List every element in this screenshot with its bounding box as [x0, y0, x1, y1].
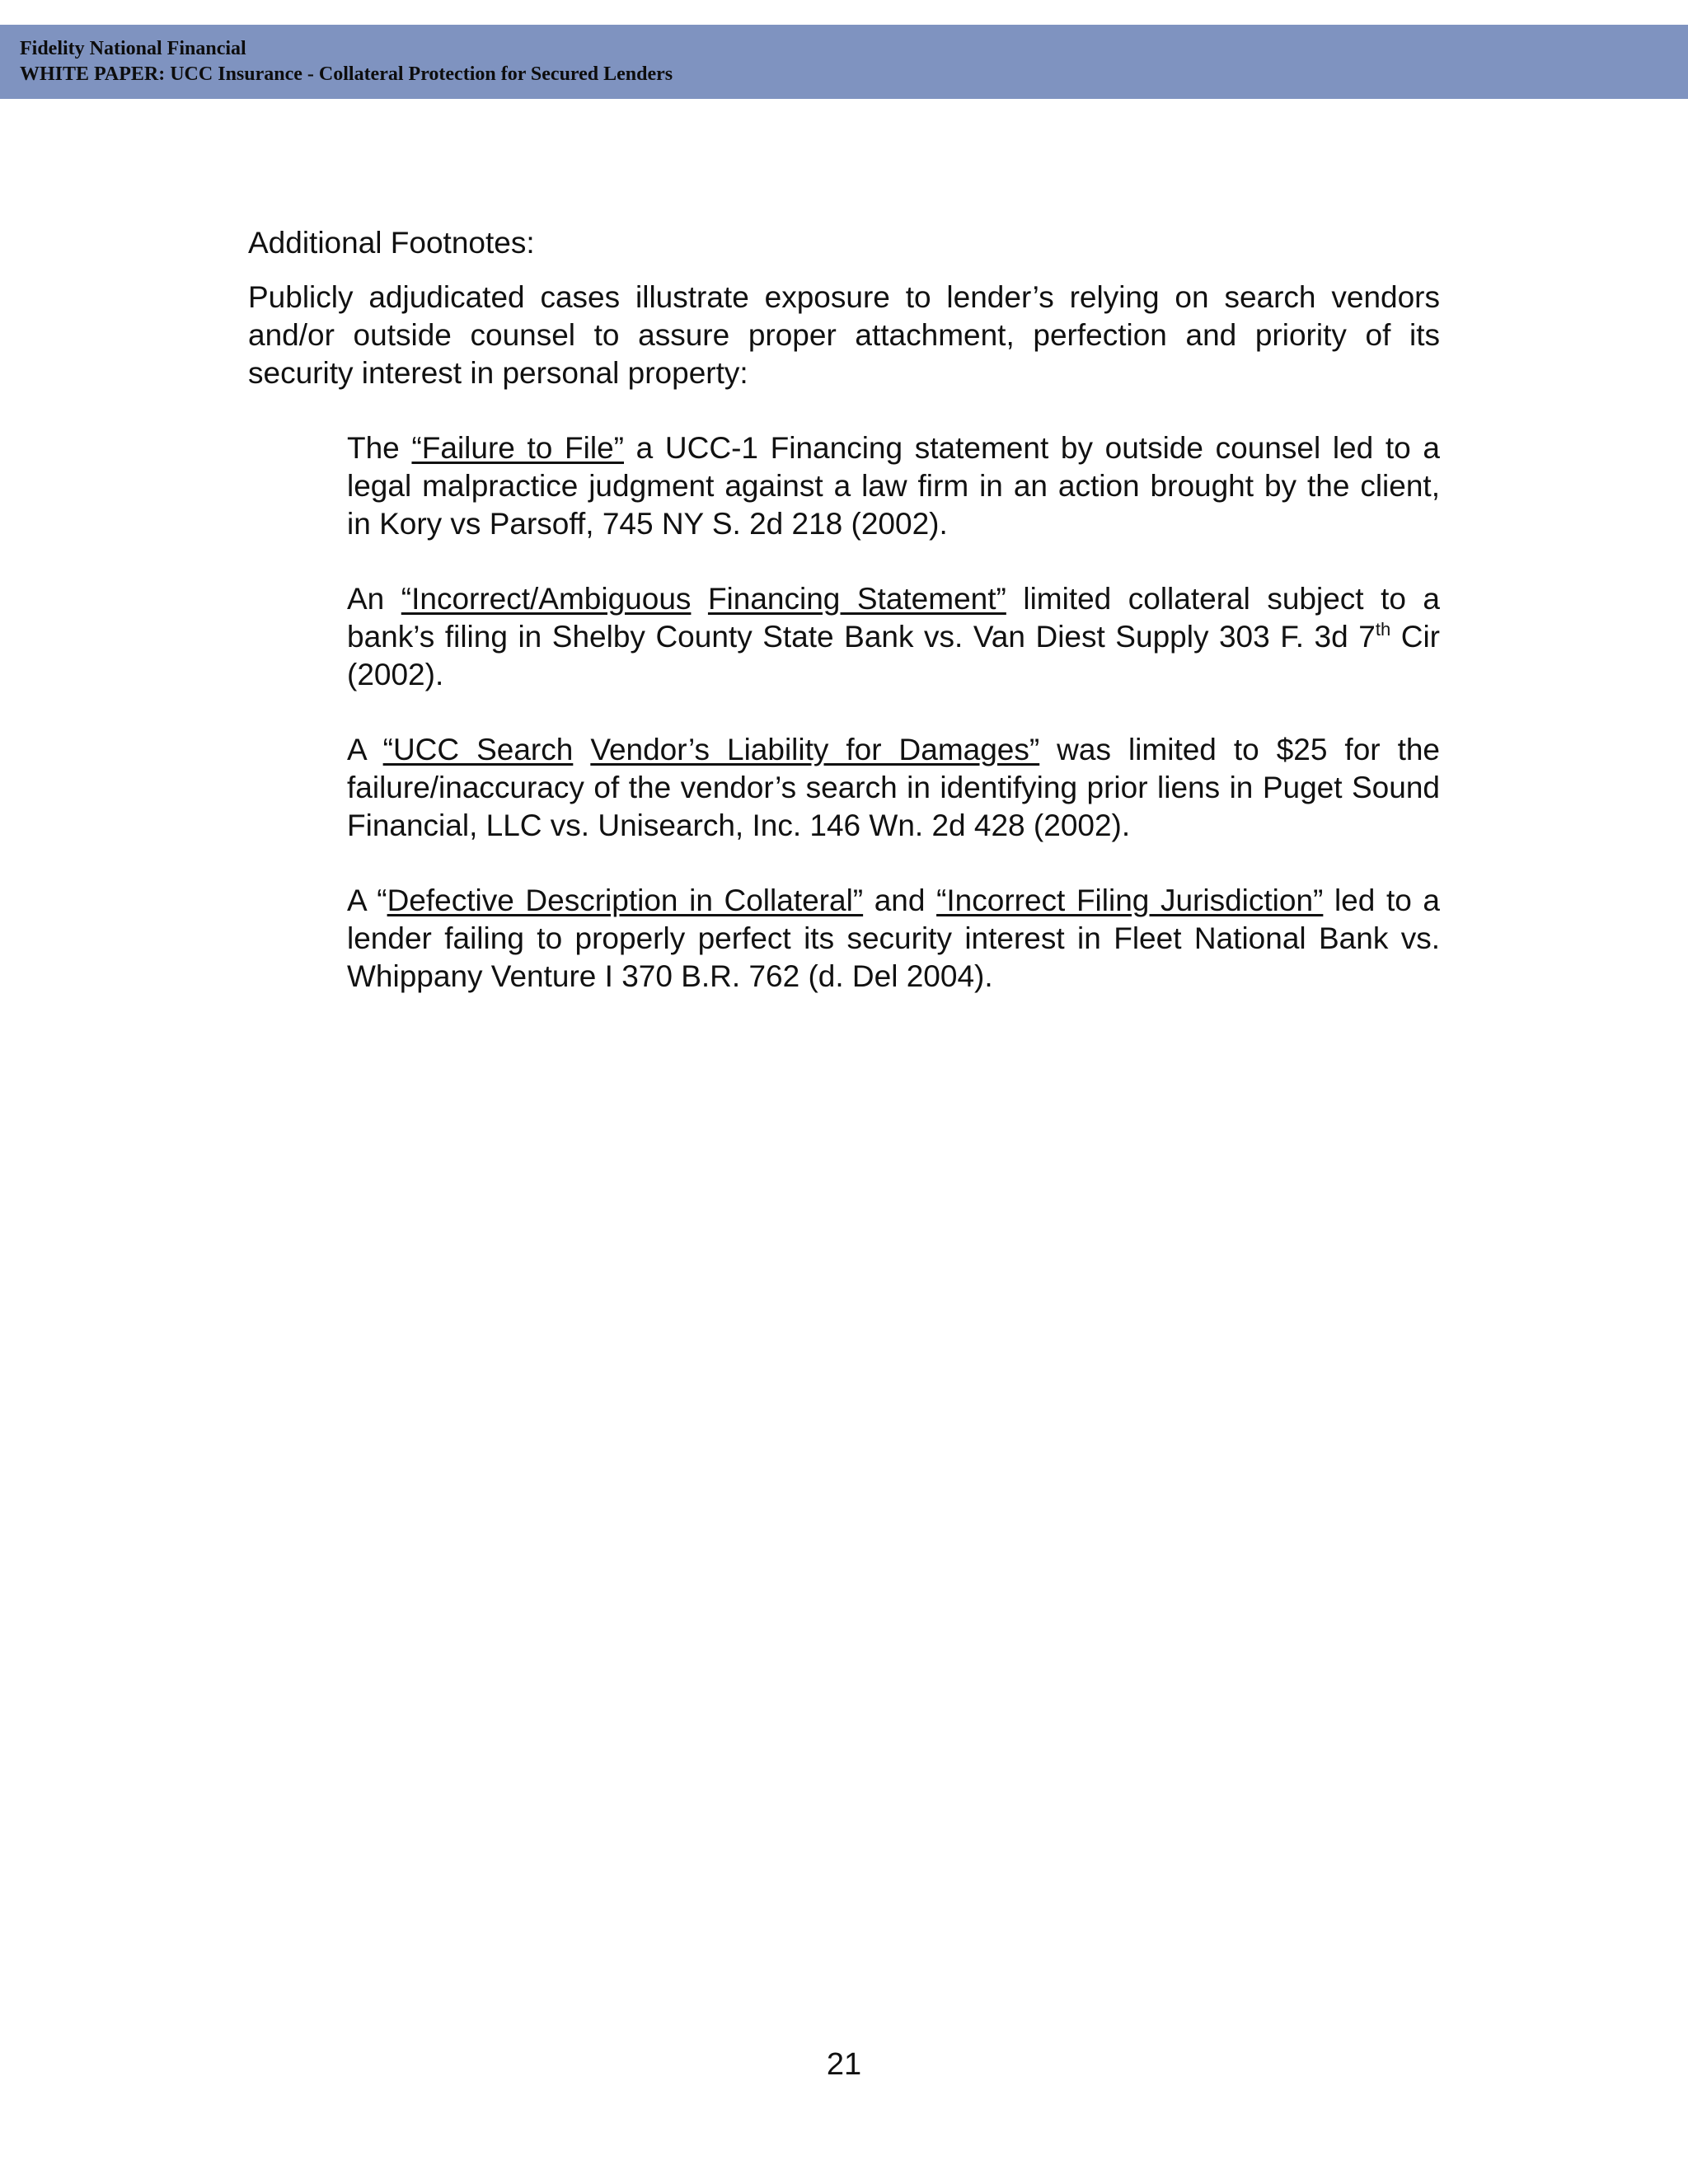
case-item-failure-to-file: [347, 429, 1440, 543]
case-term: “UCC Search: [382, 733, 574, 766]
case-term: Vendor’s Liability for Damages”: [590, 733, 1040, 766]
case-term: Defective Description in Collateral”: [387, 883, 864, 917]
case-item-defective-description: [347, 882, 1440, 996]
case-term: “Failure to File”: [411, 431, 624, 465]
ordinal-suffix: th: [1375, 619, 1391, 640]
case-text: limited collateral subject to a bank’s filing in Shelby County State Bank vs. Van Diest Supply 303 F. 3d 7: [347, 582, 1441, 654]
case-item-incorrect-financing-statement: [347, 580, 1440, 694]
header-company: Fidelity National Financial: [20, 38, 246, 59]
case-text: led to a lender failing to properly perfect its security interest in Fleet National Bank vs. Whippany Venture I 370 B.R. 762 (d. Del 2004).: [347, 883, 1440, 993]
case-list: [347, 429, 1440, 996]
document-header: [0, 25, 1688, 99]
footnotes-title: Additional Footnotes:: [248, 226, 535, 260]
intro-paragraph: Publicly adjudicated cases illustrate exposure to lender’s relying on search vendors and/or outside counsel to assure proper attachment, perfection and priority of its security interest in personal property:: [248, 280, 1440, 390]
page-body: [248, 224, 1440, 1033]
case-text: and: [863, 883, 937, 917]
case-text: was limited to $25 for the failure/inaccuracy of the vendor’s search in identifying prior liens in Puget Sound Financial, LLC vs. Unisearch, Inc. 146 Wn. 2d 428 (2002).: [347, 733, 1441, 842]
case-text: Cir (2002).: [347, 620, 1441, 691]
case-term: Financing Statement”: [707, 582, 1006, 616]
case-text: a UCC-1 Financing statement by outside counsel led to a legal malpractice judgment against a law firm in an action brought by the client, in Kory vs Parsoff, 745 NY S. 2d 218 (2002).: [347, 431, 1440, 541]
page-number: 21: [826, 2047, 862, 2082]
case-item-ucc-search-vendor: [347, 731, 1440, 845]
case-text: The: [347, 431, 412, 465]
header-title: WHITE PAPER: UCC Insurance - Collateral Protection for Secured Lenders: [20, 63, 673, 85]
case-term: “Incorrect/Ambiguous: [401, 582, 692, 616]
case-text: A: [347, 733, 383, 766]
case-term: “Incorrect Filing Jurisdiction”: [936, 883, 1324, 917]
case-text: A “: [347, 883, 387, 917]
case-text: An: [347, 582, 401, 616]
